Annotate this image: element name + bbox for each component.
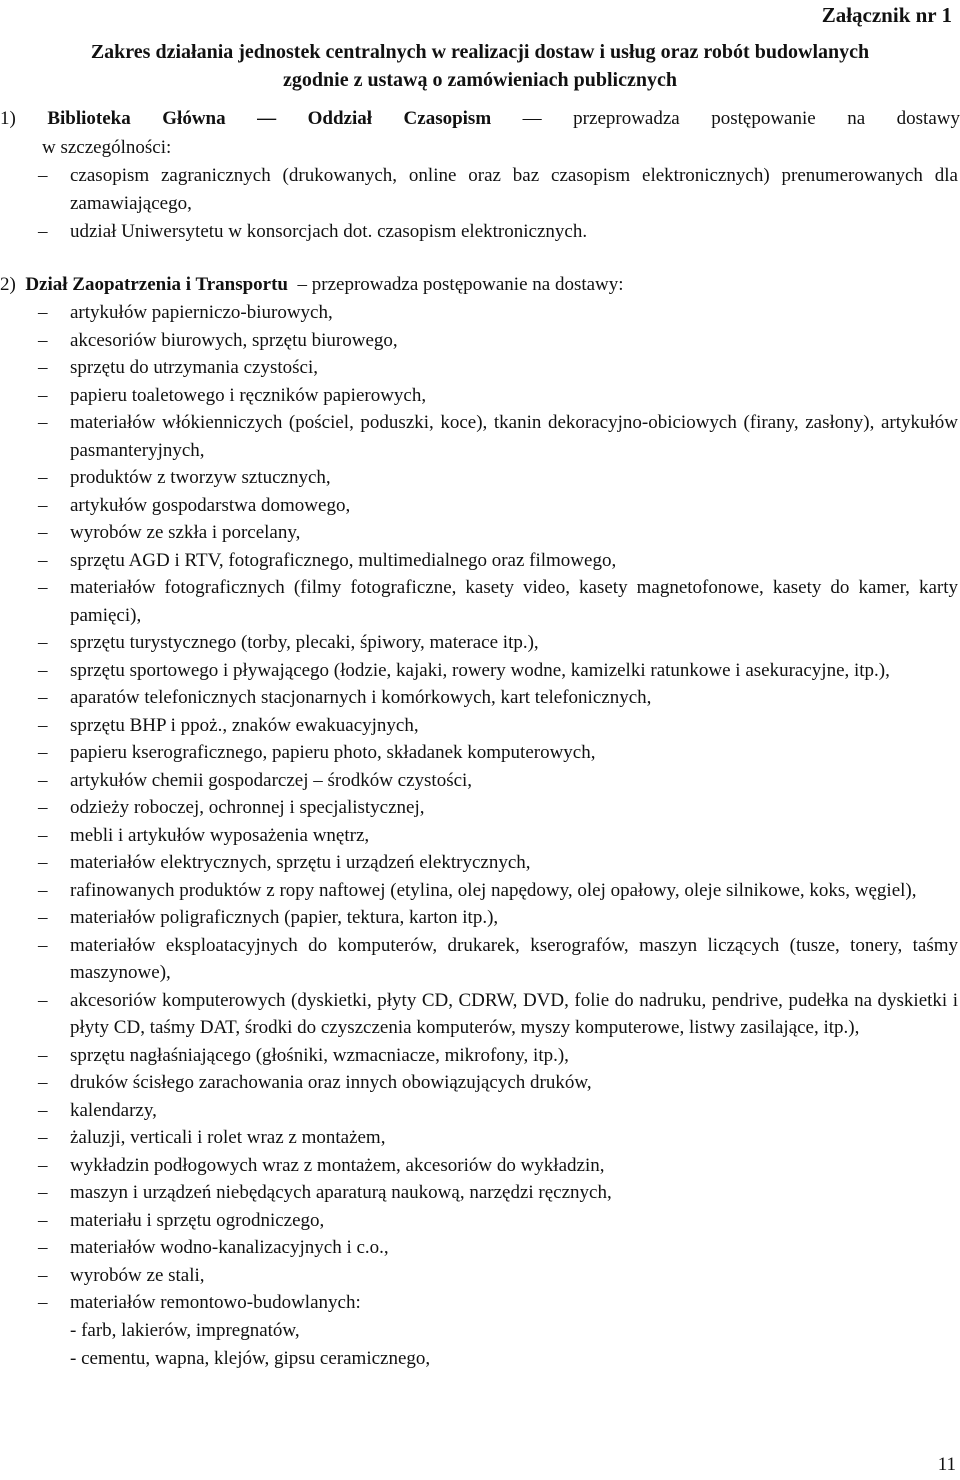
dash-bullet: – <box>38 494 48 516</box>
list-item <box>0 1262 960 1290</box>
list-item <box>0 1097 960 1125</box>
section-1-action: — przeprowadza postępowanie na dostawy <box>522 108 960 129</box>
list-item <box>0 409 960 464</box>
list-item-text: papieru kserograficznego, papieru photo, składanek komputerowych, <box>70 742 596 763</box>
dash-bullet: – <box>38 1072 48 1093</box>
list-item <box>0 932 960 987</box>
dash-bullet: – <box>38 467 48 488</box>
list-item <box>0 877 960 905</box>
list-item-text: materiałów fotograficznych (filmy fotograficzne, kasety video, kasety magnetofonowe, kasety do kamer, karty pamięci), <box>70 577 958 626</box>
list-item <box>0 1234 960 1262</box>
section-1-list <box>0 162 960 246</box>
dash-bullet: – <box>38 824 48 846</box>
section-2-sublist <box>0 1317 960 1373</box>
list-item <box>0 354 960 382</box>
list-item <box>0 547 960 575</box>
list-item <box>0 492 960 520</box>
list-item <box>0 767 960 795</box>
list-item <box>0 657 960 685</box>
dash-bullet: – <box>38 1154 48 1176</box>
dash-bullet: – <box>38 1264 48 1286</box>
sublist-item: - cementu, wapna, klejów, gipsu ceramicznego, <box>70 1347 431 1369</box>
title-line-1: Zakres działania jednostek centralnych w realizacji dostaw i usług oraz robót budowlanych <box>90 41 870 63</box>
list-item-text: wyrobów ze szkła i porcelany, <box>70 522 301 543</box>
list-item <box>0 464 960 492</box>
section-1-unit: Biblioteka Główna — Oddział Czasopism <box>47 108 492 129</box>
section-1-number: 1) <box>0 108 16 129</box>
sublist-item: - farb, lakierów, impregnatów, <box>70 1319 300 1341</box>
list-item-text: udział Uniwersytetu w konsorcjach dot. czasopism elektronicznych. <box>70 221 588 242</box>
list-item-text: aparatów telefonicznych stacjonarnych i komórkowych, kart telefonicznych, <box>70 687 652 708</box>
section-1-heading <box>0 104 960 133</box>
list-item <box>0 327 960 355</box>
list-item-text: sprzętu BHP i ppoż., znaków ewakuacyjnych, <box>70 714 419 736</box>
list-item-text: wyrobów ze stali, <box>70 1264 205 1286</box>
dash-bullet: – <box>38 577 48 598</box>
dash-bullet: – <box>38 769 48 791</box>
dash-bullet: – <box>38 329 48 351</box>
list-item <box>0 712 960 740</box>
list-item-text: druków ścisłego zarachowania oraz innych obowiązujących druków, <box>70 1072 592 1093</box>
list-item <box>0 218 960 246</box>
dash-bullet: – <box>38 907 48 928</box>
list-item <box>0 629 960 657</box>
list-item <box>0 849 960 877</box>
list-item <box>0 162 960 218</box>
list-item <box>0 299 960 327</box>
list-item <box>0 904 960 932</box>
list-item-text: sprzętu nagłaśniającego (głośniki, wzmacniacze, mikrofony, itp.), <box>70 1044 569 1066</box>
list-item-text: odzieży roboczej, ochronnej i specjalistycznej, <box>70 797 425 818</box>
dash-bullet: – <box>38 934 48 956</box>
list-item-text: materiałów wodno-kanalizacyjnych i c.o., <box>70 1237 389 1258</box>
list-item-text: mebli i artykułów wyposażenia wnętrz, <box>70 824 370 846</box>
dash-bullet: – <box>38 357 48 378</box>
dash-bullet: – <box>38 687 48 708</box>
list-item <box>0 1179 960 1207</box>
list-item-text: materiałów elektrycznych, sprzętu i urządzeń elektrycznych, <box>70 852 531 873</box>
dash-bullet: – <box>38 1127 48 1148</box>
list-item-text: materiału i sprzętu ogrodniczego, <box>70 1209 325 1231</box>
dash-bullet: – <box>38 659 48 681</box>
title-line-2: zgodnie z ustawą o zamówieniach publicznych <box>283 69 677 91</box>
list-item-text: rafinowanych produktów z ropy naftowej (etylina, olej napędowy, olej opałowy, oleje silnikowe, koks, węgiel), <box>70 879 917 901</box>
list-item-text: maszyn i urządzeń niebędących aparaturą naukową, narzędzi ręcznych, <box>70 1182 612 1203</box>
dash-bullet: – <box>38 1099 48 1121</box>
section-2-number: 2) <box>0 274 16 295</box>
list-item-text: produktów z tworzyw sztucznych, <box>70 467 331 488</box>
dash-bullet: – <box>38 1044 48 1066</box>
list-item-text: materiałów włókienniczych (pościel, poduszki, koce), tkanin dekoracyjno-obiciowych (firany, zasłony), artykułów pasmanteryjnych, <box>70 412 958 461</box>
document-title <box>0 38 960 94</box>
dash-bullet: – <box>38 302 48 323</box>
dash-bullet: – <box>38 879 48 901</box>
dash-bullet: – <box>38 742 48 763</box>
list-item <box>0 684 960 712</box>
dash-bullet: – <box>38 384 48 406</box>
dash-bullet: – <box>38 632 48 653</box>
list-item-text: papieru toaletowego i ręczników papierowych, <box>70 384 427 406</box>
section-2-heading <box>0 270 960 299</box>
list-item <box>0 1042 960 1070</box>
dash-bullet: – <box>38 1209 48 1231</box>
section-2-unit: Dział Zaopatrzenia i Transportu <box>25 274 288 295</box>
list-item-text: materiałów poligraficznych (papier, tektura, karton itp.), <box>70 907 499 928</box>
dash-bullet: – <box>38 522 48 543</box>
list-item <box>0 574 960 629</box>
list-item <box>0 382 960 410</box>
list-item-text: artykułów chemii gospodarczej – środków czystości, <box>70 769 473 791</box>
list-item-text: sprzętu do utrzymania czystości, <box>70 357 318 378</box>
page-number: 11 <box>937 1454 956 1475</box>
dash-bullet: – <box>38 165 48 186</box>
list-item <box>0 1069 960 1097</box>
list-item-text: sprzętu turystycznego (torby, plecaki, śpiwory, materace itp.), <box>70 632 539 653</box>
list-item-text: artykułów papierniczo-biurowych, <box>70 302 333 323</box>
list-item <box>0 1124 960 1152</box>
dash-bullet: – <box>38 797 48 818</box>
section-2-action: – przeprowadza postępowanie na dostawy: <box>297 274 624 295</box>
list-item-text: sprzętu sportowego i pływającego (łodzie, kajaki, rowery wodne, kamizelki ratunkowe i asekuracyjne, itp.), <box>70 659 890 681</box>
list-item <box>0 822 960 850</box>
list-item <box>0 1152 960 1180</box>
list-item <box>0 794 960 822</box>
list-item-text: sprzętu AGD i RTV, fotograficznego, multimedialnego oraz filmowego, <box>70 549 617 571</box>
dash-bullet: – <box>38 549 48 571</box>
list-item <box>0 519 960 547</box>
list-item <box>0 987 960 1042</box>
annex-label: Załącznik nr 1 <box>821 3 952 27</box>
dash-bullet: – <box>38 1292 48 1313</box>
list-item-text: wykładzin podłogowych wraz z montażem, akcesoriów do wykładzin, <box>70 1154 605 1176</box>
list-item-text: czasopism zagranicznych (drukowanych, online oraz baz czasopism elektronicznych) prenumerowanych dla zamawiającego, <box>70 165 958 214</box>
list-item-text: żaluzji, verticali i rolet wraz z montażem, <box>70 1127 386 1148</box>
list-item-text: materiałów remontowo-budowlanych: <box>70 1292 361 1313</box>
list-item-text: artykułów gospodarstwa domowego, <box>70 494 351 516</box>
dash-bullet: – <box>38 714 48 736</box>
dash-bullet: – <box>38 1182 48 1203</box>
list-item-text: kalendarzy, <box>70 1099 157 1121</box>
dash-bullet: – <box>38 989 48 1011</box>
dash-bullet: – <box>38 1237 48 1258</box>
dash-bullet: – <box>38 852 48 873</box>
section-2-list <box>0 299 960 1317</box>
list-item <box>0 1289 960 1317</box>
list-item-text: akcesoriów komputerowych (dyskietki, płyty CD, CDRW, DVD, folie do nadruku, pendrive, pudełka na dyskietki i płyty CD, taśmy DAT, środki do czyszczenia komputerów, myszy komputerowe, listwy zasilające, itp.), <box>70 989 958 1038</box>
dash-bullet: – <box>38 221 48 242</box>
section-1-intro: w szczególności: <box>42 137 172 158</box>
list-item <box>0 739 960 767</box>
list-item-text: akcesoriów biurowych, sprzętu biurowego, <box>70 329 398 351</box>
list-item <box>0 1207 960 1235</box>
dash-bullet: – <box>38 412 48 433</box>
list-item-text: materiałów eksploatacyjnych do komputerów, drukarek, kserografów, maszyn liczących (tusze, tonery, taśmy maszynowe), <box>70 934 958 983</box>
section-2 <box>0 270 960 1373</box>
section-1 <box>0 104 960 246</box>
